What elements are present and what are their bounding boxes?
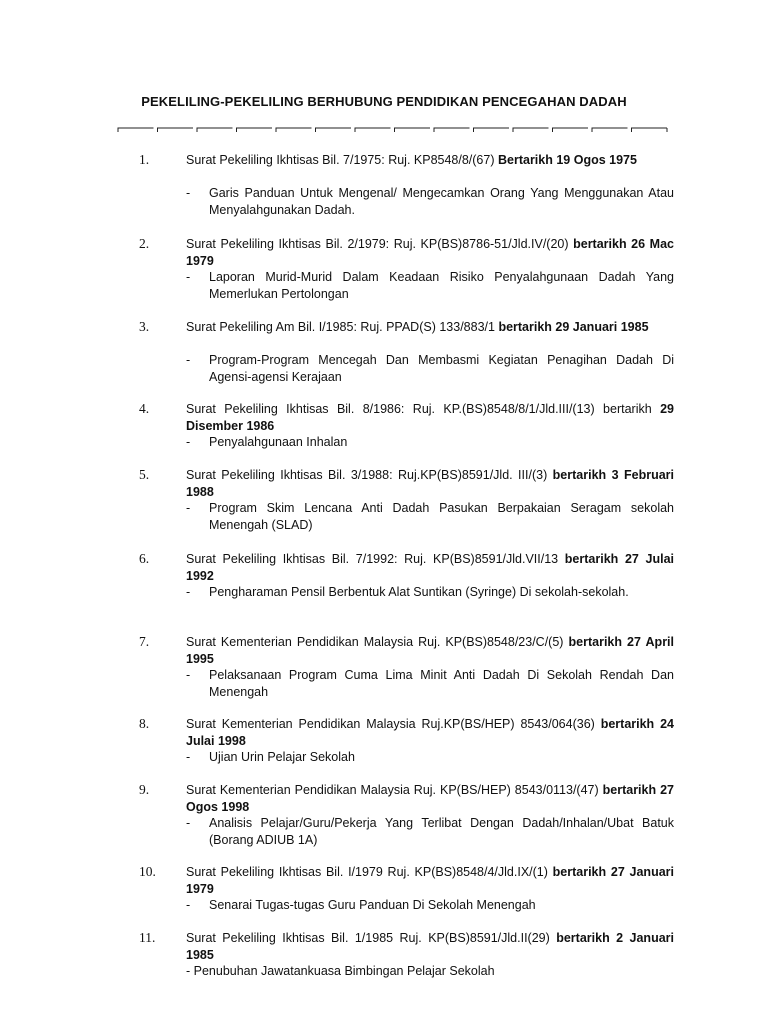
- item-description: - Garis Panduan Untuk Mengenal/ Mengecamkan Orang Yang Menggunakan Atau Menyalahgunakan Dadah.: [186, 186, 674, 217]
- item-reference: Surat Pekeliling Am Bil. I/1985: Ruj. PPAD(S) 133/883/1 bertarikh 29 Januari 1985: [186, 320, 649, 334]
- item-number: 4.: [139, 401, 150, 416]
- item-reference: Surat Kementerian Pendidikan Malaysia Ruj.KP(BS/HEP) 8543/064(36) bertarikh 24 Julai 1998: [186, 717, 674, 748]
- item-description: - Pelaksanaan Program Cuma Lima Minit Anti Dadah Di Sekolah Rendah Dan Menengah: [186, 668, 674, 699]
- border-segment: [553, 128, 589, 132]
- item-date: 29 Disember 1986: [186, 402, 674, 433]
- item-number: 3.: [139, 319, 150, 334]
- item-reference: Surat Kementerian Pendidikan Malaysia Ruj. KP(BS/HEP) 8543/0113/(47) bertarikh 27 Ogos 1998: [186, 783, 674, 814]
- border-segment: [118, 128, 154, 132]
- item-number: 1.: [139, 152, 150, 167]
- item-date: bertarikh 2 Januari 1985: [186, 931, 674, 962]
- border-segment: [158, 128, 194, 132]
- page-title: PEKELILING-PEKELILING BERHUBUNG PENDIDIKAN PENCEGAHAN DADAH: [141, 94, 627, 109]
- item-number: 7.: [139, 634, 150, 649]
- border-segment: [316, 128, 352, 132]
- border-segment: [276, 128, 312, 132]
- item-number: 2.: [139, 236, 150, 251]
- item-number: 10.: [139, 864, 156, 879]
- border-segment: [513, 128, 549, 132]
- item-date: bertarikh 27 Ogos 1998: [186, 783, 674, 814]
- item-description: - Penubuhan Jawatankuasa Bimbingan Pelajar Sekolah: [186, 964, 495, 978]
- item-description: - Laporan Murid-Murid Dalam Keadaan Risiko Penyalahgunaan Dadah Yang Memerlukan Pertolongan: [186, 270, 674, 301]
- border-segment: [474, 128, 510, 132]
- item-date: bertarikh 24 Julai 1998: [186, 717, 674, 748]
- item-reference: Surat Pekeliling Ikhtisas Bil. 1/1985 Ruj. KP(BS)8591/Jld.II(29) bertarikh 2 Januari 1985: [186, 931, 674, 962]
- item-date: bertarikh 29 Januari 1985: [498, 320, 649, 334]
- item-number: 11.: [139, 930, 156, 945]
- item-reference: Surat Pekeliling Ikhtisas Bil. 3/1988: Ruj.KP(BS)8591/Jld. III/(3) bertarikh 3 Februari 1988: [186, 468, 674, 499]
- item-date: bertarikh 26 Mac 1979: [186, 237, 674, 268]
- border-segment: [395, 128, 431, 132]
- item-date: bertarikh 3 Februari 1988: [186, 468, 674, 499]
- border-segment: [592, 128, 628, 132]
- item-number: 8.: [139, 716, 150, 731]
- item-number: 6.: [139, 551, 150, 566]
- item-date: Bertarikh 19 Ogos 1975: [497, 153, 637, 167]
- item-description: - Program Skim Lencana Anti Dadah Pasukan Berpakaian Seragam sekolah Menengah (SLAD): [186, 501, 674, 532]
- item-date: bertarikh 27 Januari 1979: [186, 865, 674, 896]
- border-segment: [197, 128, 233, 132]
- item-number: 9.: [139, 782, 150, 797]
- decorative-border: [116, 123, 669, 135]
- item-description: - Pengharaman Pensil Berbentuk Alat Suntikan (Syringe) Di sekolah-sekolah.: [186, 585, 629, 599]
- item-description: - Program-Program Mencegah Dan Membasmi Kegiatan Penagihan Dadah Di Agensi-agensi Kerajaan: [186, 353, 674, 384]
- item-description: - Ujian Urin Pelajar Sekolah: [186, 750, 355, 764]
- border-segment: [434, 128, 470, 132]
- item-description: - Penyalahgunaan Inhalan: [186, 435, 348, 449]
- item-number: 5.: [139, 467, 150, 482]
- item-reference: Surat Pekeliling Ikhtisas Bil. 8/1986: Ruj. KP.(BS)8548/8/1/Jld.III/(13) bertarikh 29 Disember 1986: [186, 402, 674, 433]
- item-description: - Analisis Pelajar/Guru/Pekerja Yang Terlibat Dengan Dadah/Inhalan/Ubat Batuk (Borang ADIUB 1A): [186, 816, 674, 847]
- border-segment: [355, 128, 391, 132]
- item-reference: Surat Pekeliling Ikhtisas Bil. 7/1975: Ruj. KP8548/8/(67) Bertarikh 19 Ogos 1975: [186, 153, 637, 167]
- item-reference: Surat Pekeliling Ikhtisas Bil. 7/1992: Ruj. KP(BS)8591/Jld.VII/13 bertarikh 27 Julai 1992: [186, 552, 675, 583]
- item-description: - Senarai Tugas-tugas Guru Panduan Di Sekolah Menengah: [186, 898, 536, 912]
- item-reference: Surat Pekeliling Ikhtisas Bil. 2/1979: Ruj. KP(BS)8786-51/Jld.IV/(20) bertarikh 26 Mac 1979: [186, 237, 674, 268]
- item-reference: Surat Kementerian Pendidikan Malaysia Ruj. KP(BS)8548/23/C/(5) bertarikh 27 April 1995: [186, 635, 674, 666]
- item-date: bertarikh 27 April 1995: [186, 635, 674, 666]
- item-date: bertarikh 27 Julai 1992: [186, 552, 675, 583]
- border-segment: [632, 128, 668, 132]
- item-reference: Surat Pekeliling Ikhtisas Bil. I/1979 Ruj. KP(BS)8548/4/Jld.IX/(1) bertarikh 27 Januari 1979: [186, 865, 674, 896]
- border-segment: [237, 128, 273, 132]
